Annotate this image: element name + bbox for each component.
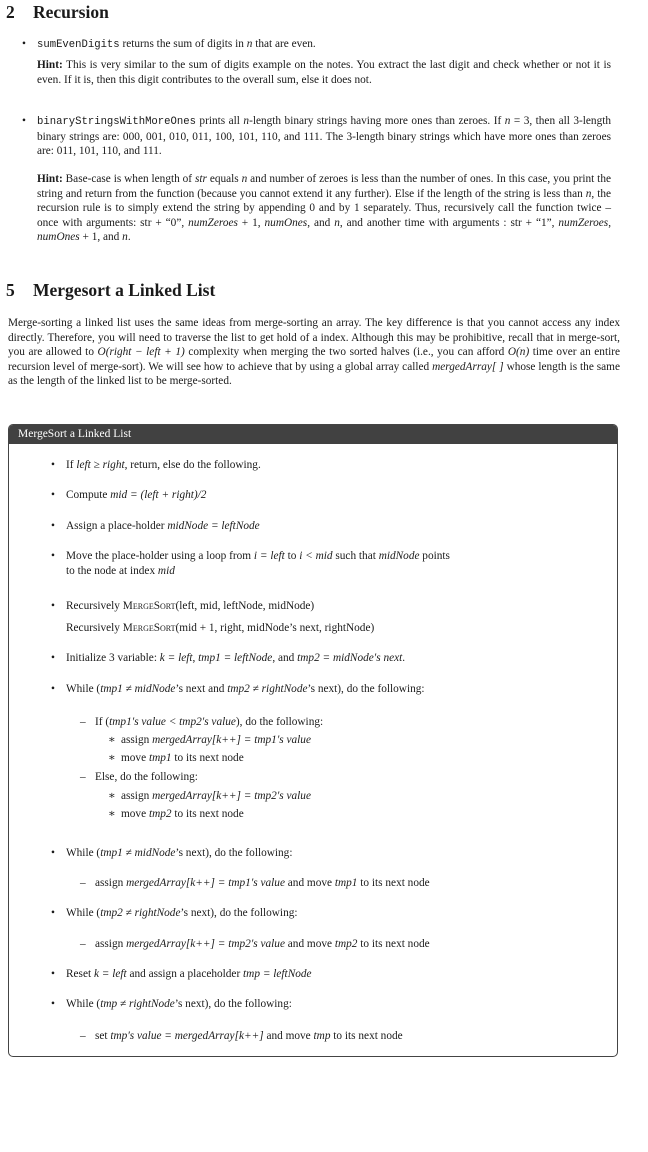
function-name: binaryStringsWithMoreOnes: [37, 116, 196, 128]
section-number: 5: [6, 280, 15, 300]
bullet-icon: •: [51, 847, 55, 859]
list-item-sum-even-digits: sumEvenDigits returns the sum of digits in n that are even.: [37, 38, 316, 51]
star-icon: ∗: [108, 752, 116, 764]
section-title: Recursion: [33, 2, 109, 22]
dash-icon: –: [80, 877, 86, 889]
algorithm-box: [8, 424, 618, 1057]
hint-binary-strings: Hint: Base-case is when length of str equals n and number of zeroes is less than the number of ones. In this case, you print the string and return from the function (because you cannot extend it any further). Else if the length of the string is less than n, the recursion rule is to simply extend the string by appending 0 and by 1 separately. Thus, recursively call the function twice – once with arguments: str + “0”, numZeroes + 1, numOnes, and n, and another time with arguments : str + “1”, numZeroes, numOnes + 1, and n.: [37, 173, 612, 243]
section-title: Mergesort a Linked List: [33, 280, 216, 300]
step-initialize: • Initialize 3 variable: k = left, tmp1 = leftNode, and tmp2 = midNode′s next.: [51, 652, 406, 664]
bullet-icon: •: [22, 38, 26, 50]
algorithm-box-title: MergeSort a Linked List: [9, 425, 617, 444]
hint-label: Hint:: [37, 59, 63, 71]
intro-paragraph: Merge-sorting a linked list uses the same ideas from merge-sorting an array. The key difference is that you cannot access any index directly. Therefore, you will need to traverse the list to get hold of a index. Although this may be prohibitive, recall that in merge-sort, you are allowed to O(right − left + 1) complexity when merging the two sorted halves (i.e., you can afford O(n) time over an entire recursion level of merge-sort). We will see how to achieve that by using a global array called mergedArray[ ] whose length is the same as the length of the linked list to be merge-sorted.: [8, 317, 620, 387]
section-heading-recursion: [6, 2, 109, 22]
substep-else: – Else, do the following:: [80, 771, 198, 783]
step-recursive-calls: • Recursively MergeSort(left, mid, leftNode, midNode) Recursively MergeSort(mid + 1, right, midNode’s next, rightNode): [66, 595, 596, 639]
subsubstep-assign-tmp2: ∗ assign mergedArray[k++] = tmp2′s value: [108, 790, 311, 802]
step-while-both: • While (tmp1 ≠ midNode’s next and tmp2 ≠ rightNode’s next), do the following:: [51, 683, 425, 695]
substep-copy-tmp2: – assign mergedArray[k++] = tmp2′s value and move tmp2 to its next node: [80, 938, 430, 950]
substep-if-compare: – If (tmp1′s value < tmp2′s value), do the following:: [80, 716, 324, 728]
bullet-icon: •: [51, 489, 55, 501]
section-number: 2: [6, 2, 15, 22]
step-assign-midnode: • Assign a place-holder midNode = leftNode: [51, 520, 260, 532]
hint-sum-even-digits: Hint: This is very similar to the sum of digits example on the notes. You extract the last digit and check whether or not it is even. If it is, then this digit contributes to the overall sum, else it does not.: [37, 59, 611, 86]
bullet-icon: •: [51, 550, 55, 562]
step-while-tmp1: • While (tmp1 ≠ midNode’s next), do the following:: [51, 847, 293, 859]
subsubstep-move-tmp1: ∗ move tmp1 to its next node: [108, 752, 244, 764]
bullet-icon: •: [51, 652, 55, 664]
bullet-icon: •: [51, 520, 55, 532]
star-icon: ∗: [108, 734, 116, 746]
bullet-icon: •: [51, 459, 55, 471]
step-while-tmp2: • While (tmp2 ≠ rightNode’s next), do the following:: [51, 907, 298, 919]
dash-icon: –: [80, 938, 86, 950]
subsubstep-assign-tmp1: ∗ assign mergedArray[k++] = tmp1′s value: [108, 734, 311, 746]
subsubstep-move-tmp2: ∗ move tmp2 to its next node: [108, 808, 244, 820]
dash-icon: –: [80, 771, 86, 783]
step-while-tmp: • While (tmp ≠ rightNode’s next), do the following:: [51, 998, 292, 1010]
hint-label: Hint:: [37, 173, 63, 185]
bullet-icon: •: [51, 998, 55, 1010]
step-compute-mid: • Compute mid = (left + right)/2: [51, 489, 207, 501]
substep-copy-tmp1: – assign mergedArray[k++] = tmp1′s value and move tmp1 to its next node: [80, 877, 430, 889]
bullet-icon: •: [51, 968, 55, 980]
list-item-binary-strings: binaryStringsWithMoreOnes prints all n-length binary strings having more ones than zeroes. If n = 3, then all 3-length binary strings are: 000, 001, 010, 011, 100, 101, 110, and 111. The 3-length binary strings which have more ones than zeroes are: 011, 101, 110, and 111.: [37, 115, 612, 157]
bullet-icon: •: [51, 600, 55, 612]
function-name: sumEvenDigits: [37, 39, 120, 51]
dash-icon: –: [80, 1030, 86, 1042]
bullet-icon: •: [22, 115, 26, 127]
section-heading-mergesort: [6, 280, 215, 300]
bullet-icon: •: [51, 683, 55, 695]
step-move-placeholder: • Move the place-holder using a loop from i = left to i < mid such that midNode points to the node at index mid: [51, 550, 450, 577]
step-reset: • Reset k = left and assign a placeholder tmp = leftNode: [51, 968, 312, 980]
step-base-case: • If left ≥ right, return, else do the following.: [51, 459, 261, 471]
dash-icon: –: [80, 716, 86, 728]
star-icon: ∗: [108, 790, 116, 802]
bullet-icon: •: [51, 907, 55, 919]
substep-copy-back: – set tmp′s value = mergedArray[k++] and move tmp to its next node: [80, 1030, 403, 1042]
star-icon: ∗: [108, 808, 116, 820]
